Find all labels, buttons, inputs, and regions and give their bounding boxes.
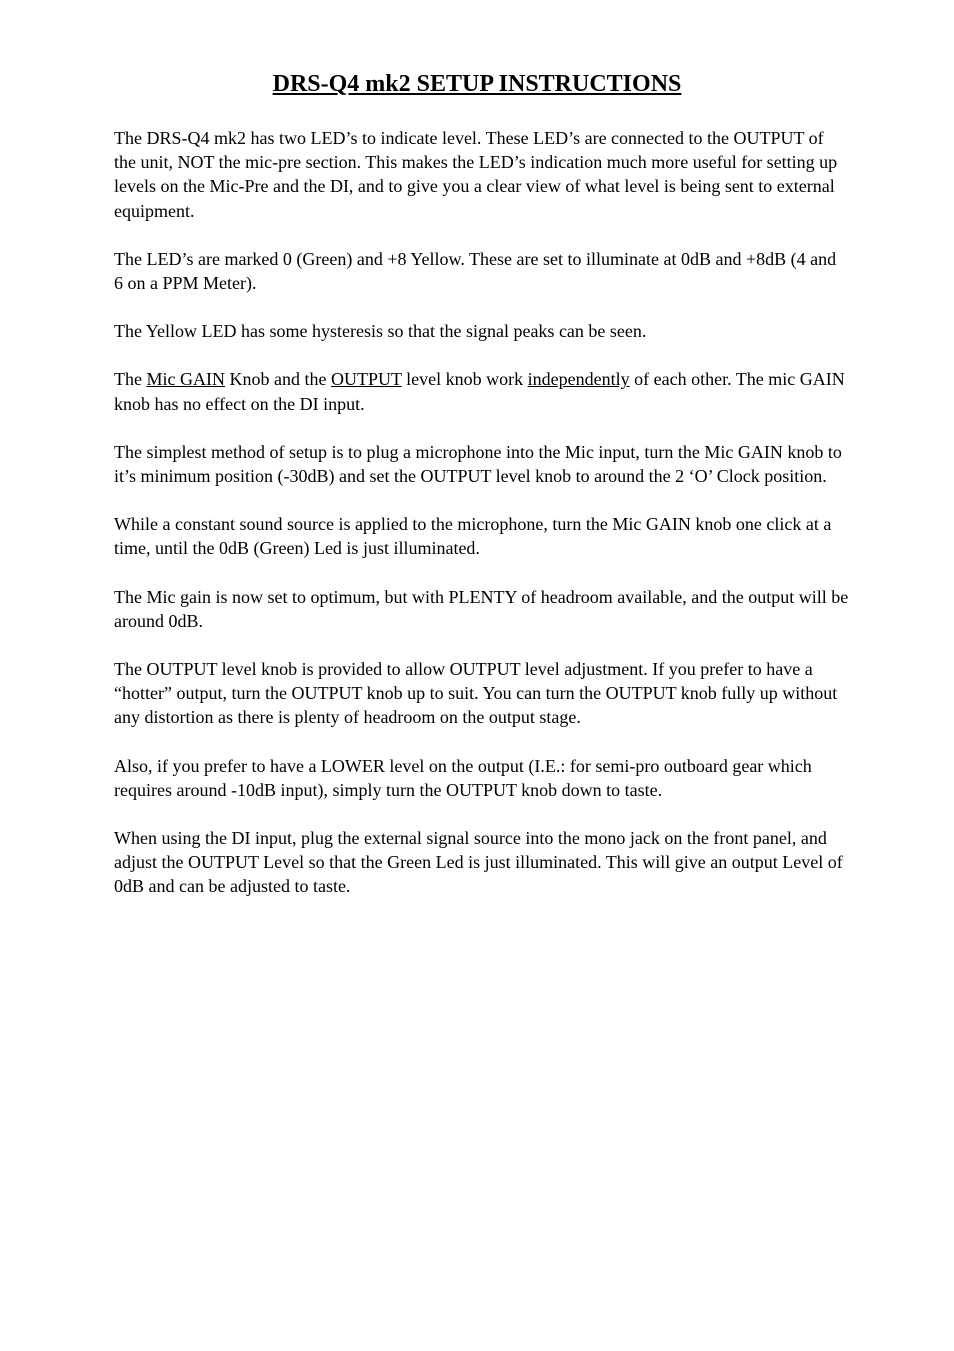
underlined-mic-gain: Mic GAIN	[146, 369, 225, 390]
paragraph-constant-source: While a constant sound source is applied to the microphone, turn the Mic GAIN knob one click at a time, until the 0dB (Green) Led is just illuminated.	[114, 514, 832, 559]
text-run: level knob work	[401, 369, 528, 390]
underlined-independently: independently	[527, 369, 630, 390]
paragraph-output-adjustment: The OUTPUT level knob is provided to allow OUTPUT level adjustment. If you prefer to have a “hotter” output, turn the OUTPUT knob up to suit. You can turn the OUTPUT knob fully up without any distortion as there is plenty of headroom on the output stage.	[114, 659, 838, 728]
underlined-output: OUTPUT	[330, 369, 402, 390]
paragraph-yellow-led: The Yellow LED has some hysteresis so that the signal peaks can be seen.	[114, 321, 647, 342]
paragraph-knobs-independent	[114, 367, 849, 415]
paragraph-lower-level: Also, if you prefer to have a LOWER level on the output (I.E.: for semi-pro outboard gear which requires around -10dB input), simply turn the OUTPUT knob down to taste.	[114, 755, 812, 800]
text-run: Knob and the	[224, 369, 331, 390]
text-run: The	[114, 369, 147, 390]
paragraph-di-input: When using the DI input, plug the external signal source into the mono jack on the front panel, and adjust the OUTPUT Level so that the Green Led is just illuminated. This will give an output Level of 0dB and can be adjusted to taste.	[114, 828, 843, 897]
document-body	[114, 126, 849, 923]
paragraph-gain-optimum: The Mic gain is now set to optimum, but with PLENTY of headroom available, and the output will be around 0dB.	[114, 586, 849, 631]
document-title: DRS-Q4 mk2 SETUP INSTRUCTIONS	[272, 71, 682, 97]
text-run: of each other. The mic GAIN knob has no effect on the DI input.	[114, 369, 845, 414]
paragraph-simplest-setup: The simplest method of setup is to plug a microphone into the Mic input, turn the Mic GAIN knob to it’s minimum position (-30dB) and set the OUTPUT level knob to around the 2 ‘O’ Clock position.	[114, 441, 842, 487]
paragraph-led-markings: The LED’s are marked 0 (Green) and +8 Yellow. These are set to illuminate at 0dB and +8dB (4 and 6 on a PPM Meter).	[114, 248, 837, 294]
paragraph-led-overview: The DRS-Q4 mk2 has two LED’s to indicate level. These LED’s are connected to the OUTPUT of the unit, NOT the mic-pre section. This makes the LED’s indication much more useful for setting up levels on the Mic-Pre and the DI, and to give you a clear view of what level is being sent to external equipment.	[114, 128, 838, 221]
